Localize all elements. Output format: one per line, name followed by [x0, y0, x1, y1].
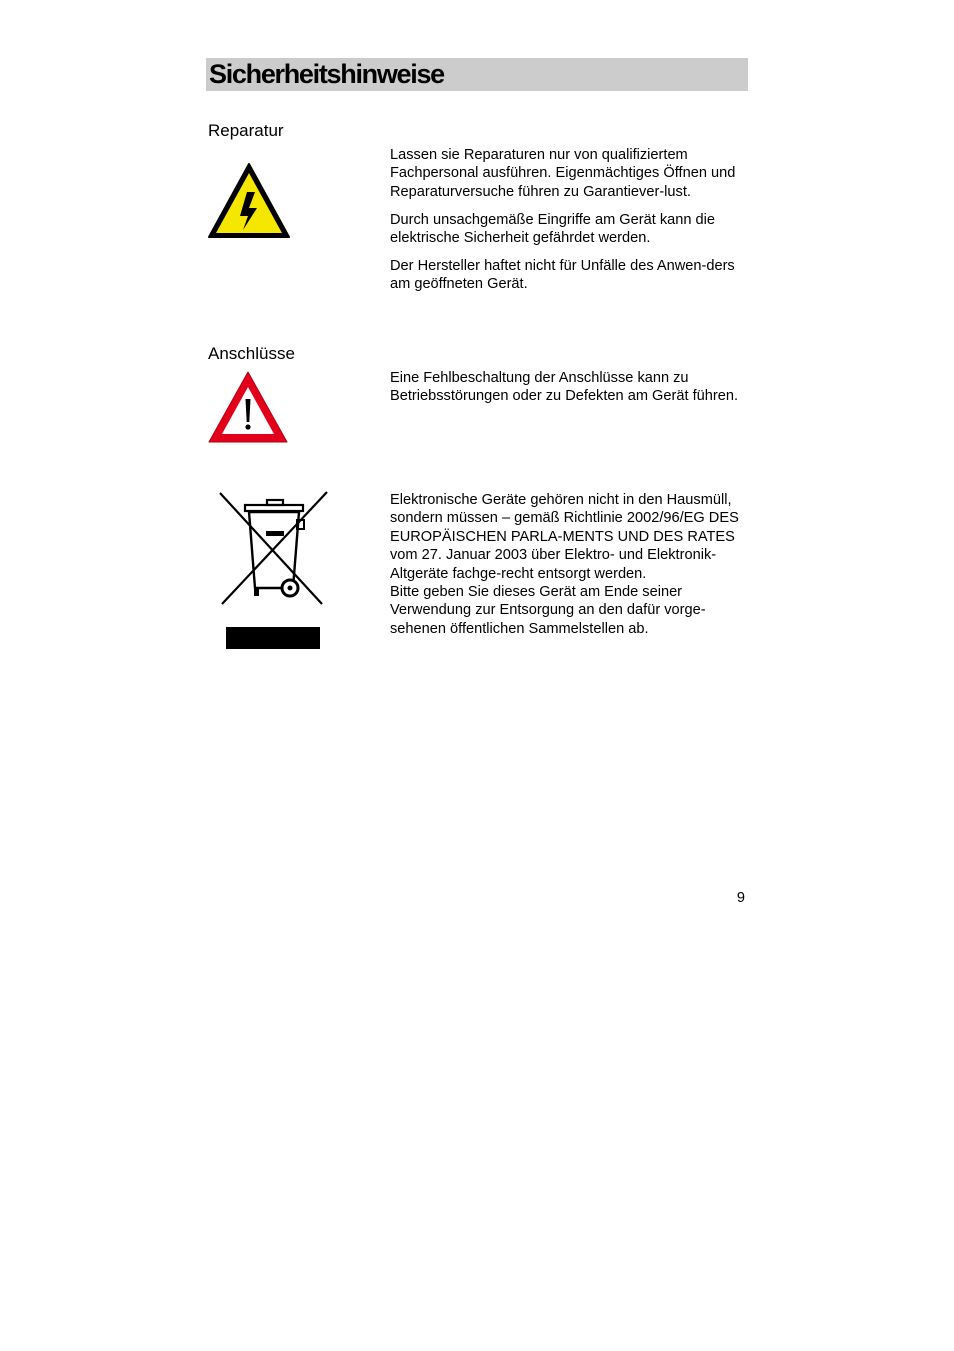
- reparatur-paragraph-3: Der Hersteller haftet nicht für Unfälle des Anwen-ders am geöffneten Gerät.: [390, 258, 735, 293]
- reparatur-text: [390, 146, 750, 303]
- page-title: Sicherheitshinweise: [209, 59, 444, 89]
- page-title-bar: [206, 58, 748, 91]
- anschluesse-text: [390, 369, 750, 415]
- electric-hazard-warning-icon: [207, 162, 291, 240]
- disposal-paragraph-1: Elektronische Geräte gehören nicht in den Hausmüll, sondern müssen – gemäß Richtlinie 2002/96/EG DES EUROPÄISCHEN PARLA-MENTS UND DES RATES vom 27. Januar 2003 über Elektro- und Elektronik-Altgeräte fachge-recht entsorgt werden.: [390, 492, 739, 582]
- crossed-out-wheelie-bin-icon: [217, 490, 331, 652]
- reparatur-paragraph-1: Lassen sie Reparaturen nur von qualifiziertem Fachpersonal ausführen. Eigenmächtiges Öffnen und Reparaturversuche führen zu Garantiever-lust.: [390, 147, 736, 200]
- section-heading-anschluesse: Anschlüsse: [208, 344, 295, 363]
- page-number: 9: [736, 890, 745, 906]
- general-warning-icon: [207, 370, 289, 444]
- disposal-text: [390, 491, 750, 638]
- reparatur-paragraph-2: Durch unsachgemäße Eingriffe am Gerät kann die elektrische Sicherheit gefährdet werden.: [390, 211, 716, 247]
- section-heading-reparatur: Reparatur: [208, 121, 284, 140]
- anschluesse-paragraph-1: Eine Fehlbeschaltung der Anschlüsse kann zu Betriebsstörungen oder zu Defekten am Gerät führen.: [390, 370, 739, 405]
- disposal-paragraph-2: Bitte geben Sie dieses Gerät am Ende seiner Verwendung zur Entsorgung an den dafür vorge-sehenen öffentlichen Sammelstellen ab.: [390, 584, 706, 637]
